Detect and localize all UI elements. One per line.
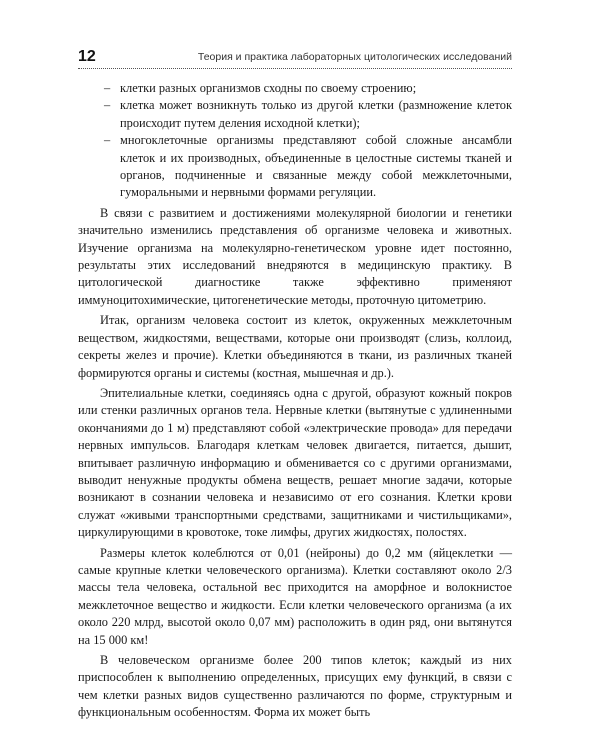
bullet-item: – многоклеточные организмы представляют собой сложные ансамбли клеток и их производных, объединенные в целостные системы тканей и органов, подчиненные и связанные между собой межклеточными, гуморальными и нервными формами регуляции.: [78, 132, 512, 202]
page-header: [78, 48, 512, 70]
body-text: [78, 80, 512, 722]
bullet-item: – клетки разных организмов сходны по своему строению;: [78, 80, 512, 97]
bullet-list: [78, 80, 512, 202]
header-rule: [78, 68, 512, 69]
paragraph: Размеры клеток колеблются от 0,01 (нейроны) до 0,2 мм (яйцеклетки — самые крупные клетки человеческого организма). Клетки составляют около 2/3 массы тела человека, остальной вес приходится на аморфное и волокнистое межклеточное вещество и жидкости. Если клетки человеческого организма (а их около 220 млрд, высотой около 0,07 мм) расположить в один ряд, они вытянутся на 15 000 км!: [78, 545, 512, 647]
paragraph: В человеческом организме более 200 типов клеток; каждый из них приспособлен к выполнению определенных, присущих ему функций, в связи с чем клетки разных видов существенно различаются по форме, структурным и функциональным особенностям. Форма их может быть: [78, 653, 512, 720]
running-title: Теория и практика лабораторных цитологических исследований: [197, 51, 512, 63]
paragraph: Эпителиальные клетки, соединяясь одна с другой, образуют кожный покров или стенки различных органов тела. Нервные клетки (вытянутые с удлиненными окончаниями до 1 м) представляют собой «электрические провода» для передачи нервных импульсов. Благодаря клеткам человек двигается, питается, дышит, впитывает различную информацию и обменивается со с другими организмами, выводит ненужные продукты обмена веществ, решает многие задачи, которые возникают в сознании человека и независимо от его сознания. Клетки крови служат «живыми транспортными средствами, защитниками и чистильщиками», циркулирующими в кровотоке, токе лимфы, других жидкостях, полостях.: [78, 385, 512, 540]
bullet-item: – клетка может возникнуть только из другой клетки (размножение клеток происходит путем деления исходной клетки);: [78, 97, 512, 132]
paragraph: В связи с развитием и достижениями молекулярной биологии и генетики значительно изменились представления об организме человека и животных. Изучение организма на молекулярно-генетическом уровне идет постоянно, результаты этих исследований внедряются в медицинскую практику. В цитологической диагностике также эффективно применяют иммуноцитохимические, цитогенетические методы, проточную цитометрию.: [78, 205, 512, 307]
paragraph: Итак, организм человека состоит из клеток, окруженных межклеточным веществом, жидкостями, веществами, которые они производят (слизь, коллоид, секреты желез и прочие). Клетки объединяются в ткани, из различных тканей формируются органы и системы (костная, мышечная и др.).: [78, 313, 512, 380]
page-number: 12: [78, 48, 96, 65]
